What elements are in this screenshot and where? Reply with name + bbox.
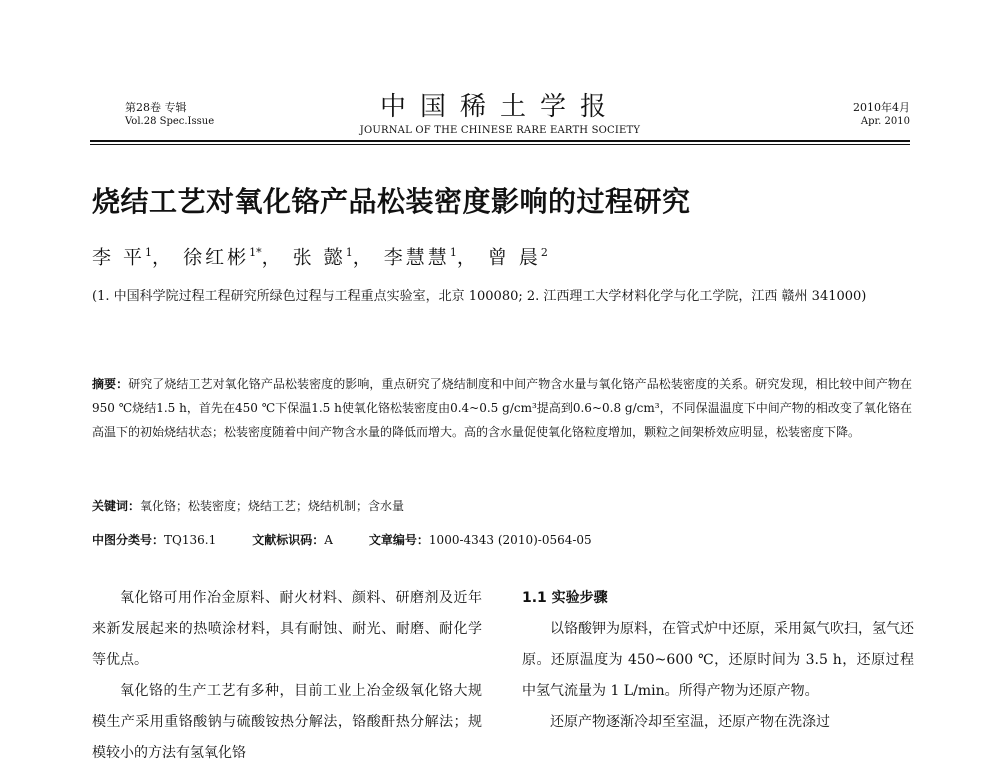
article-no-label: 文章编号： [368,533,429,547]
doc-code-value: A [324,533,333,547]
body-paragraph: 氧化铬可用作冶金原料、耐火材料、颜料、研磨剂及近年来新发展起来的热喷涂材料，具有耐蚀、耐光、耐磨、耐化学等优点。 [92,590,482,668]
article-no-value: 1000-4343 (2010)-0564-05 [428,533,592,547]
keywords-label: 关键词： [92,499,141,513]
clc-label: 中图分类号： [92,533,165,547]
doc-code-label: 文献标识码： [252,533,325,547]
paper-title: 烧结工艺对氧化铬产品松装密度影响的过程研究 [92,185,691,218]
journal-title-en: JOURNAL OF THE CHINESE RARE EARTH SOCIETY [359,125,641,136]
author-sep: ， [352,246,375,269]
running-header-right [853,101,910,129]
body-paragraph: 还原产物逐渐冷却至室温，还原产物在洗涤过 [550,714,830,730]
date-cn: 2010年4月 [853,101,910,114]
author-affil-mark: 1* [249,246,262,259]
author-sep: ， [152,246,175,269]
journal-title-cn: 中国稀土学报 [379,92,620,122]
keywords [92,496,404,516]
author-affil-mark: 1 [449,246,457,259]
body-column-left [92,583,482,769]
author-affil-mark: 2 [540,246,548,259]
abstract [92,372,912,444]
author-name: 李 平 [92,246,146,269]
abstract-text: 研究了烧结工艺对氧化铬产品松装密度的影响，重点研究了烧结制度和中间产物含水量与氧化铬产品松装密度的关系。研究发现，相比较中间产物在950 ℃烧结1.5 h，首先在450 ℃下保温1.5 h使氧化铬松装密度由0.4~0.5 g/cm³提高到0.6~0.8 g/cm³，不同保温温度下中间产物的相改变了氧化铬在高温下的初始烧结状态；松装密度随着中间产物含水量的降低而增大。高的含水量促使氧化铬粒度增加，颗粒之间架桥效应明显，松装密度下降。 [92,377,912,439]
author-sep: ， [261,246,284,269]
classification-line [92,530,592,550]
header-rule-thick [90,140,910,142]
body-paragraph: 以铬酸钾为原料，在管式炉中还原，采用氮气吹扫，氢气还原。还原温度为 450~600 ℃，还原时间为 3.5 h，还原过程中氢气流量为 1 L/min。所得产物为还原产物。 [522,621,914,699]
author-name: 李慧慧 [383,246,450,269]
affiliation: (1. 中国科学院过程工程研究所绿色过程与工程重点实验室，北京 100080; 2. 江西理工大学材料化学与化工学院，江西 赣州 341000) [92,289,867,304]
author-sep: ， [456,246,479,269]
author-name: 曾 晨 [487,246,541,269]
author-list [92,240,548,270]
author-affil-mark: 1 [145,246,153,259]
keywords-text: 氧化铬；松装密度；烧结工艺；烧结机制；含水量 [140,499,405,513]
abstract-label: 摘要： [92,377,129,391]
author-name: 张 懿 [292,246,346,269]
volume-cn: 第28卷 专辑 [125,101,187,114]
clc-value: TQ136.1 [164,533,217,547]
author-affil-mark: 1 [345,246,353,259]
section-heading: 1.1 实验步骤 [522,590,608,606]
author-name: 徐红彬 [183,246,250,269]
volume-en: Vol.28 Spec.Issue [125,116,215,127]
header-rule-thin [90,144,910,145]
date-en: Apr. 2010 [860,116,910,127]
body-paragraph: 氧化铬的生产工艺有多种，目前工业上冶金级氧化铬大规模生产采用重铬酸钠与硫酸铵热分解法，铬酸酐热分解法；规模较小的方法有氢氧化铬 [92,683,482,761]
body-column-right [522,583,914,738]
